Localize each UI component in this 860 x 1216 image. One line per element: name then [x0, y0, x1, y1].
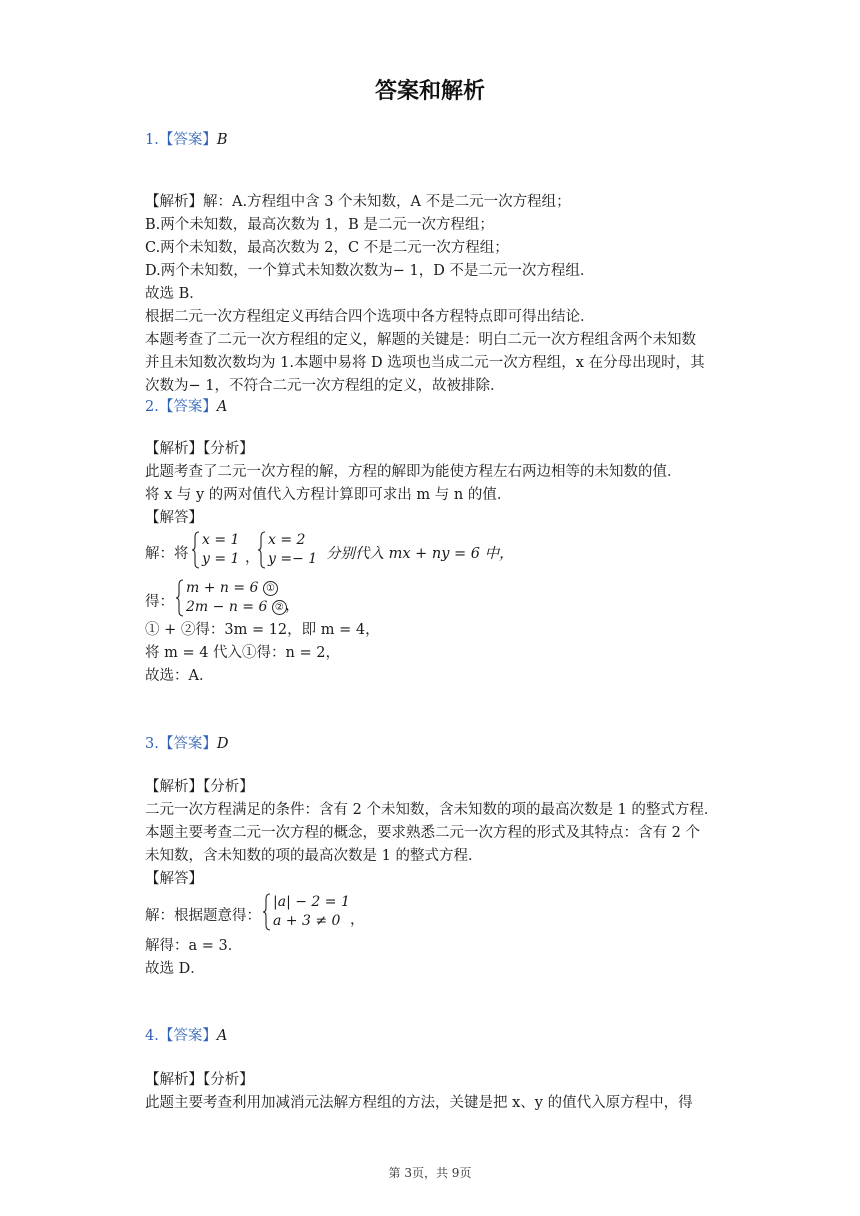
q2-system1-row2: y = 1 — [202, 551, 240, 567]
brace-icon — [258, 531, 266, 569]
brace-icon — [263, 893, 271, 931]
circled-one-icon: ① — [263, 581, 278, 596]
q2-analysis-line-3: 将 x 与 y 的两对值代入方程计算即可求出 m 与 n 的值． — [145, 487, 512, 503]
q2-analysis-line-2: 此题考查了二元一次方程的解，方程的解即为能使方程左右两边相等的未知数的值． — [145, 464, 682, 480]
q3-answer-value: D — [216, 736, 229, 752]
q4-answer-value: A — [216, 1028, 228, 1044]
q3-analysis-line-3: 本题主要考查二元一次方程的概念，要求熟悉二元一次方程的形式及其特点：含有 2 个 — [145, 825, 700, 841]
q3-system-prefix: 解：根据题意得： — [145, 908, 261, 924]
q1-analysis-line-9: 次数为− 1，不符合二元一次方程组的定义，故被排除． — [145, 378, 505, 394]
q2-system2-row1: x = 2 — [268, 532, 306, 548]
circled-two-icon: ② — [272, 600, 287, 615]
q1-analysis-line-2: B.两个未知数，最高次数为 1，B 是二元一次方程组； — [145, 217, 494, 233]
q3-equation-2: a + 3 ≠ 0 — [273, 913, 341, 929]
q2-substitution-systems: 解：将 x = 1 y = 1 ， x = 2 y =− 1 分别代入 mx + ny = 6 中， — [145, 532, 514, 567]
q4-answer-label: 4.【答案】 — [145, 1028, 217, 1044]
q3-solution-line-7: 故选 D． — [145, 961, 205, 977]
q2-solution-line-6: 将 m = 4 代入①得：n = 2， — [145, 645, 340, 661]
q3-analysis-heading: 【解析】【分析】 — [145, 779, 254, 795]
q4-answer-line — [145, 1027, 227, 1045]
q2-system1-suffix: 分别代入 mx + ny = 6 中， — [326, 546, 514, 562]
q2-system1-prefix: 解：将 — [145, 546, 189, 562]
q1-answer-label: 1.【答案】 — [145, 132, 217, 148]
q3-solution-heading: 【解答】 — [145, 871, 203, 887]
q1-analysis-line-1: 【解析】解：A.方程组中含 3 个未知数，A 不是二元一次方程组； — [145, 194, 571, 210]
q2-system1-row1: x = 1 — [202, 532, 240, 548]
q2-answer-value: A — [216, 399, 228, 415]
page-footer: 第 3页，共 9页 — [388, 1166, 472, 1180]
q2-equation-2: 2m − n = 6 ② — [186, 598, 287, 616]
q2-system2-prefix: 得： — [145, 594, 174, 610]
q1-analysis-line-6: 根据二元一次方程组定义再结合四个选项中各方程特点即可得出结论． — [145, 309, 595, 325]
q2-equation-1: m + n = 6 ① — [186, 579, 278, 597]
q1-analysis-line-5: 故选 B． — [145, 286, 204, 302]
q2-answer-label: 2.【答案】 — [145, 399, 217, 415]
q3-equation-1: |a| − 2 = 1 — [273, 894, 350, 910]
q2-equation-system: 得： m + n = 6 ① 2m − n = 6 ② ， — [145, 580, 300, 615]
q1-analysis-line-7: 本题考查了二元一次方程组的定义，解题的关键是：明白二元一次方程组含两个未知数 — [145, 332, 696, 348]
q4-analysis-line-2: 此题主要考查利用加减消元法解方程组的方法，关键是把 x、y 的值代入原方程中，得 — [145, 1095, 693, 1111]
q3-solution-line-6: 解得：a = 3． — [145, 938, 243, 954]
q1-answer-line — [145, 131, 228, 149]
q3-equation-system: 解：根据题意得： |a| − 2 = 1 a + 3 ≠ 0 ， — [145, 894, 365, 929]
q2-answer-line — [145, 398, 227, 416]
page-title: 答案和解析 — [374, 79, 485, 104]
q2-system2-row2: y =− 1 — [268, 551, 318, 567]
q2-solution-heading: 【解答】 — [145, 510, 203, 526]
q3-answer-label: 3.【答案】 — [145, 736, 217, 752]
q1-answer-value: B — [216, 132, 228, 148]
q3-analysis-line-2: 二元一次方程满足的条件：含有 2 个未知数，含未知数的项的最高次数是 1 的整式方程． — [145, 802, 719, 818]
q2-solution-line-7: 故选：A． — [145, 668, 214, 684]
q2-analysis-heading: 【解析】【分析】 — [145, 441, 254, 457]
q3-answer-line — [145, 735, 228, 753]
brace-icon — [192, 531, 200, 569]
brace-icon — [176, 579, 184, 617]
q1-analysis-line-8: 并且未知数次数均为 1.本题中易将 D 选项也当成二元一次方程组，x 在分母出现时，其 — [145, 355, 705, 371]
q4-analysis-heading: 【解析】【分析】 — [145, 1072, 254, 1088]
q2-solution-line-5: ① + ②得：3m = 12，即 m = 4， — [145, 622, 380, 638]
q1-analysis-line-3: C.两个未知数，最高次数为 2，C 不是二元一次方程组； — [145, 240, 509, 256]
q3-analysis-line-4: 未知数，含未知数的项的最高次数是 1 的整式方程． — [145, 848, 483, 864]
q1-analysis-line-4: D.两个未知数，一个算式未知数次数为− 1，D 不是二元一次方程组． — [145, 263, 595, 279]
